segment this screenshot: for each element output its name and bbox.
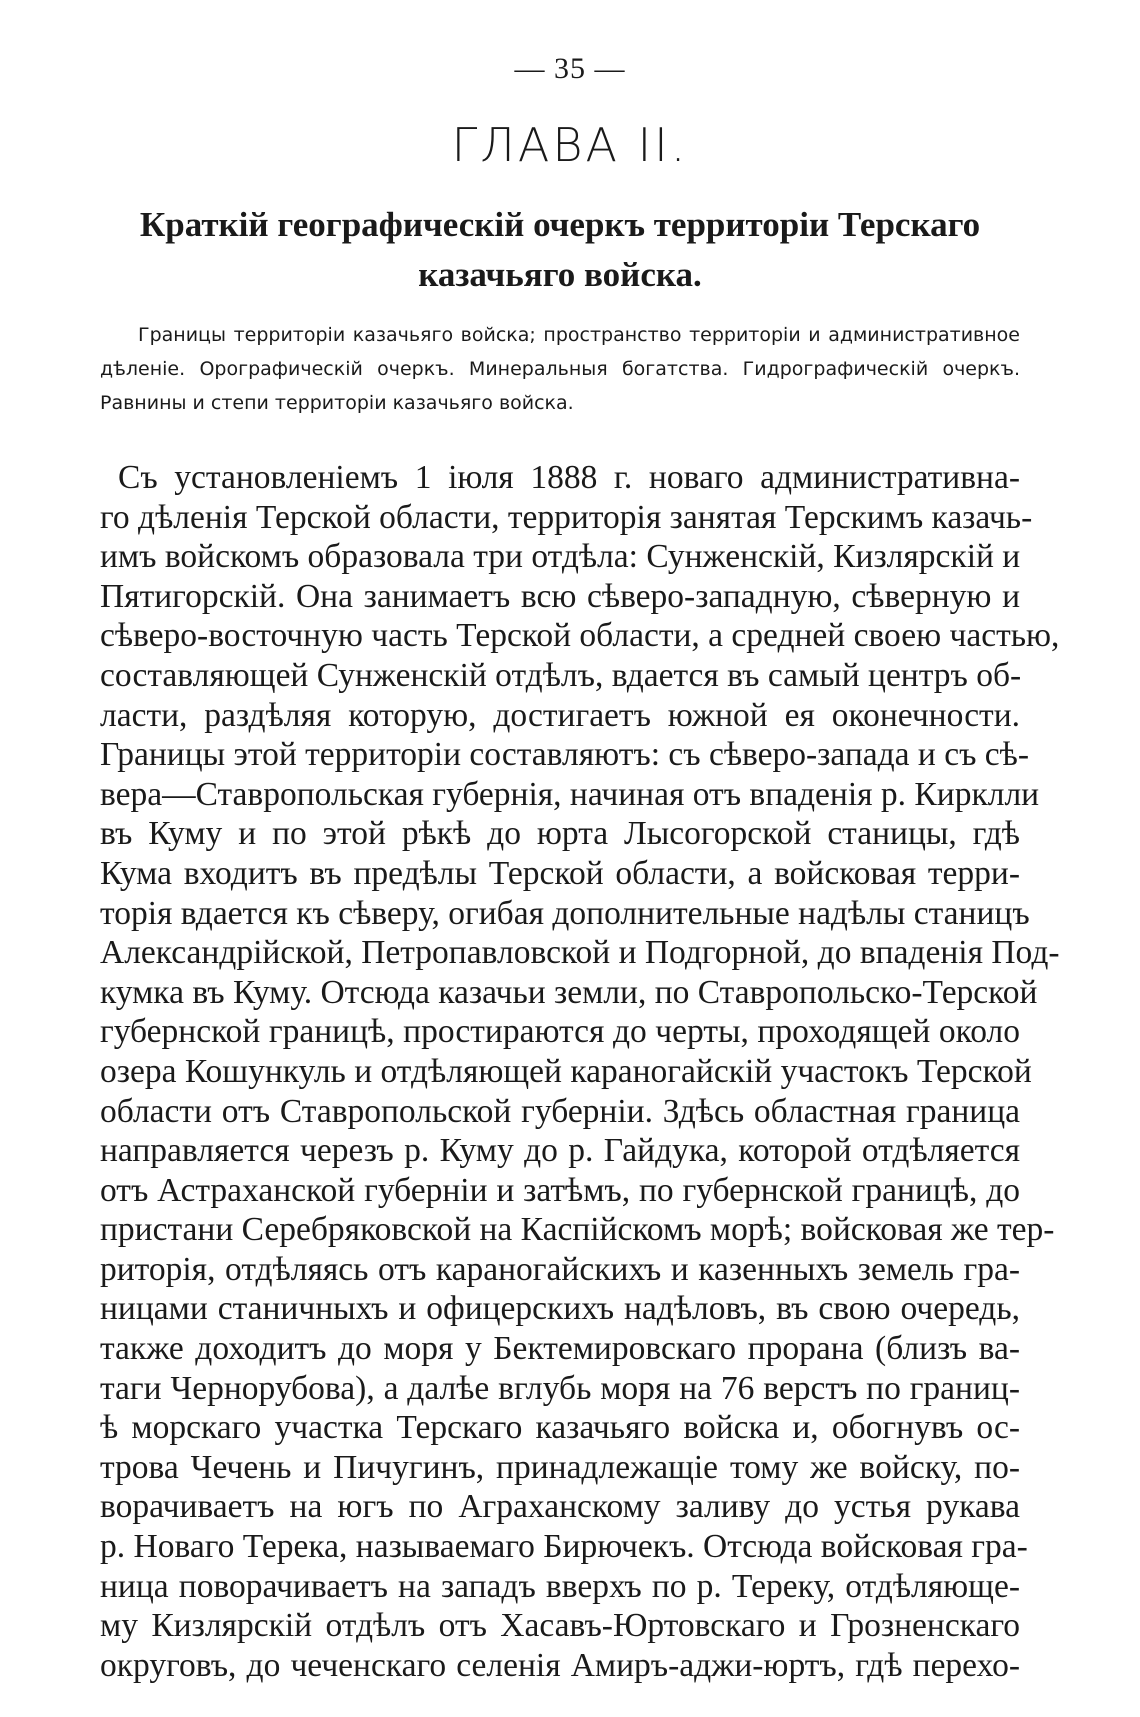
body-line: ница поворачиваетъ на западъ вверхъ по р. Тереку, отдѣляюще- [100,1567,1020,1605]
body-line: губернской границѣ, простираются до черты, проходящей около [100,1013,1020,1051]
chapter-summary: Границы территоріи казачьяго войска; пространство территоріи и административное дѣленіе. Орографическій очеркъ. Минеральныя богатства. Гидрографическій очеркъ. Равнины и степи территоріи казачьяго войска. [100,324,1020,414]
body-line: области отъ Ставропольской губерніи. Здѣсь областная граница [100,1092,1020,1130]
body-line: округовъ, до чеченскаго селенія Амиръ-аджи-юртъ, гдѣ перехо- [100,1646,1020,1684]
body-line: ворачиваетъ на югъ по Аграханскому заливу до устья рукава [100,1488,1020,1526]
body-line: Пятигорскій. Она занимаетъ всю сѣверо-западную, сѣверную и [100,577,1020,615]
chapter-heading: ГЛАВА II. [451,118,689,172]
body-line: отъ Астраханской губерніи и затѣмъ, по губернской границѣ, до [100,1171,1020,1209]
body-line: трова Чечень и Пичугинъ, принадлежащіе тому же войску, по- [100,1448,1020,1486]
body-line: риторія, отдѣляясь отъ караногайскихъ и казенныхъ земель гра- [100,1250,1020,1288]
body-line: р. Новаго Терека, называемаго Бирючекъ. Отсюда войсковая гра- [100,1528,1028,1566]
body-line: направляется черезъ р. Куму до р. Гайдука, которой отдѣляется [100,1132,1020,1170]
body-line: таги Чернорубова), а далѣе вглубь моря на 76 верстъ по границ- [100,1369,1020,1407]
body-line: Александрійской, Петропавловской и Подгорной, до впаденія Под- [100,934,1060,972]
body-line: ницами станичныхъ и офицерскихъ надѣловъ, въ свою очередь, [100,1290,1020,1328]
chapter-title: Краткій географическій очеркъ территоріи Терскаго казачьяго войска. [139,205,981,294]
body-line: Съ установленіемъ 1 іюля 1888 г. новаго административна- [118,459,1020,496]
body-line: торія вдается къ сѣверу, огибая дополнительные надѣлы станицъ [100,894,1030,932]
body-line: ѣ морскаго участка Терскаго казачьяго войска и, обогнувъ ос- [100,1409,1020,1447]
body-line: также доходитъ до моря у Бектемировскаго прорана (близъ ва- [100,1330,1020,1368]
body-line: ласти, раздѣляя которую, достигаетъ южной ея оконечности. [100,696,1020,734]
body-line: озера Кошункуль и отдѣляющей караногайскій участокъ Терской [100,1052,1032,1090]
body-line: кумка въ Куму. Отсюда казачьи земли, по Ставропольско-Терской [100,973,1038,1011]
body-line: пристани Серебряковской на Каспійскомъ морѣ; войсковая же тер- [100,1211,1055,1249]
body-line: Границы этой территоріи составляютъ: съ сѣверо-запада и съ сѣ- [100,736,1029,774]
body-line: Кума входитъ въ предѣлы Терской области, а войсковая терри- [100,854,1020,892]
body-line: вера—Ставропольская губернія, начиная отъ впаденія р. Кирклли [100,775,1040,813]
body-line: составляющей Сунженскій отдѣлъ, вдается въ самый центръ об- [100,656,1022,694]
body-line: сѣверо-восточную часть Терской области, а средней своею частью, [100,617,1060,655]
page-number: — 35 — [514,52,626,85]
body-line: му Кизлярскій отдѣлъ отъ Хасавъ-Юртовскаго и Грозненскаго [100,1607,1020,1645]
body-text [100,458,1060,1685]
body-line: имъ войскомъ образовала три отдѣла: Сунженскій, Кизлярскій и [100,538,1021,576]
body-line: въ Куму и по этой рѣкѣ до юрта Лысогорской станицы, гдѣ [100,815,1020,853]
body-line: го дѣленія Терской области, территорія занятая Терскимъ казачь- [100,498,1033,536]
